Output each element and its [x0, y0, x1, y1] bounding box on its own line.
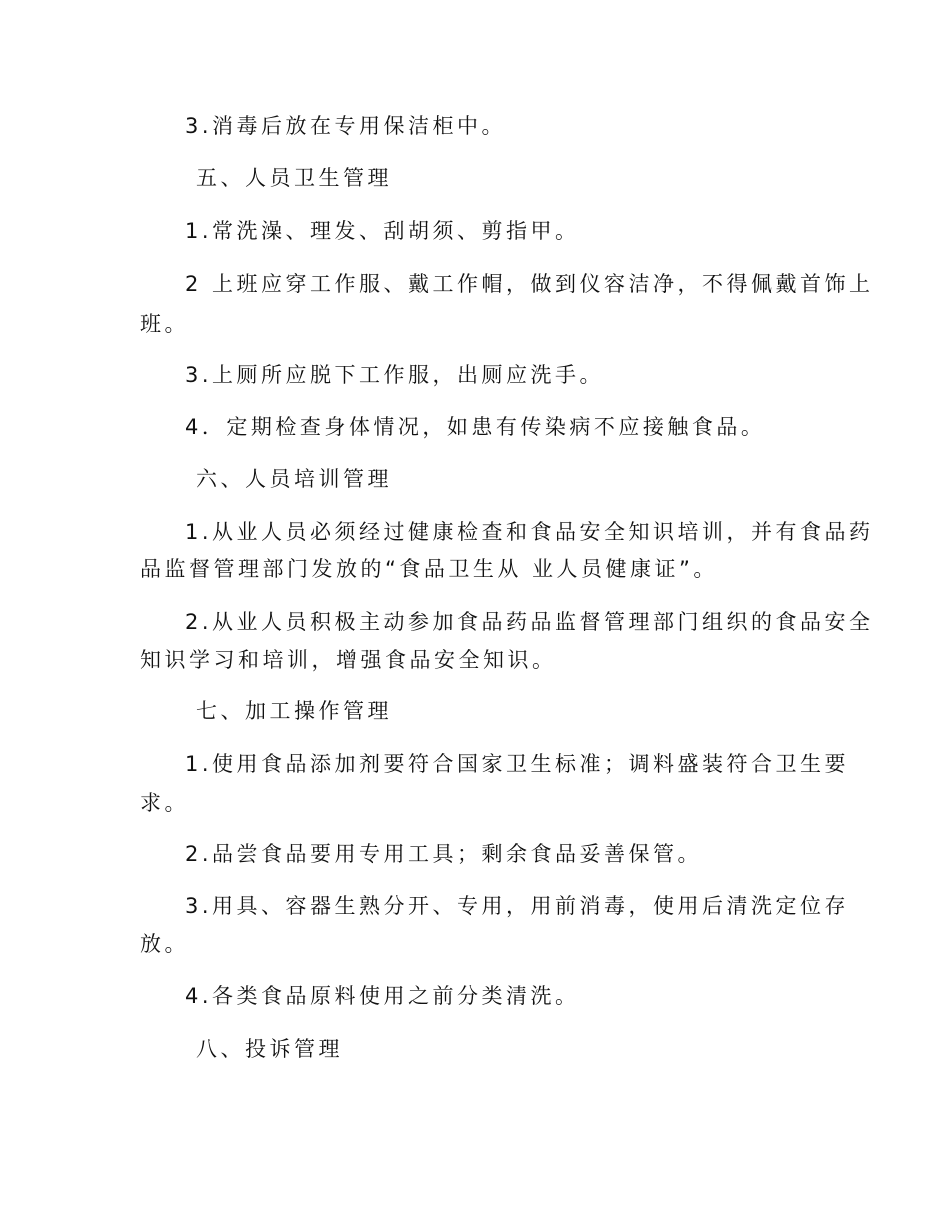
section-heading: 八、投诉管理 — [196, 1037, 343, 1061]
text-line: 3.用具、容器生熟分开、专用，用前消毒，使用后清洗定位存 — [185, 894, 850, 918]
text-line: 2 上班应穿工作服、戴工作帽，做到仪容洁净，不得佩戴首饰上 — [185, 272, 874, 296]
text-line: 1.使用食品添加剂要符合国家卫生标准；调料盛装符合卫生要 — [185, 752, 850, 776]
text-line: 1.常洗澡、理发、刮胡须、剪指甲。 — [185, 219, 580, 243]
text-line: 知识学习和培训，增强食品安全知识。 — [140, 648, 557, 672]
text-line: 1.从业人员必须经过健康检查和食品安全知识培训，并有食品药 — [185, 520, 874, 544]
text-line: 3.消毒后放在专用保洁柜中。 — [185, 114, 507, 138]
text-line: 4.各类食品原料使用之前分类清洗。 — [185, 984, 580, 1008]
text-line: 放。 — [140, 932, 189, 956]
text-line: 班。 — [140, 312, 189, 336]
text-line: 求。 — [140, 791, 189, 815]
section-heading: 五、人员卫生管理 — [196, 166, 392, 190]
text-line: 4．定期检查身体情况，如患有传染病不应接触食品。 — [185, 415, 766, 439]
section-heading: 七、加工操作管理 — [196, 699, 392, 723]
text-line: 2.从业人员积极主动参加食品药品监督管理部门组织的食品安全 — [185, 610, 874, 634]
section-heading: 六、人员培训管理 — [196, 467, 392, 491]
text-line: 2.品尝食品要用专用工具；剩余食品妥善保管。 — [185, 842, 703, 866]
text-line: 品监督管理部门发放的“食品卫生从 业人员健康证”。 — [140, 557, 718, 581]
text-line: 3.上厕所应脱下工作服，出厕应洗手。 — [185, 363, 605, 387]
